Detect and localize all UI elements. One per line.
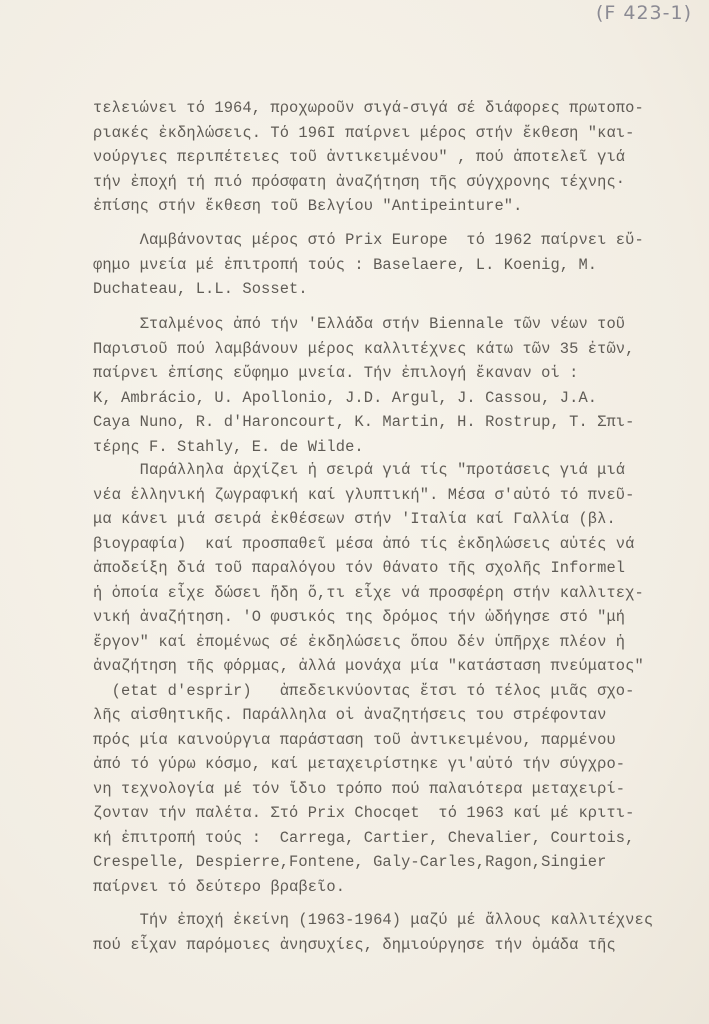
text-line: τελειώνει τό 1964, προχωροῦν σιγά-σιγά σέ διάφορες πρωτοπο- [93, 99, 644, 117]
text-line: Duchateau, L.L. Sosset. [93, 280, 308, 298]
text-line: μα κάνει μιά σειρά ἐκθέσεων στήν 'Ιταλία καί Γαλλία (βλ. [93, 510, 616, 528]
text-line: ἀναζήτηση τῆς φόρμας, ἀλλά μονάχα μία "κατάσταση πνεύματος" [93, 657, 644, 675]
archive-reference-annotation: (F 423-1) [596, 2, 693, 24]
text-line: ριακές ἐκδηλώσεις. Τό 196Ι παίρνει μέρος στήν ἔκθεση "και- [93, 123, 635, 142]
text-line: K, Ambrácio, U. Apollonio, J.D. Argul, J. Cassou, J.A. [93, 388, 598, 407]
text-line: παίρνει ἐπίσης εὔφημο μνεία. Τήν ἐπιλογή ἔκαναν οἱ : [93, 364, 579, 382]
text-line: βιογραφία) καί προσπαθεῖ μέσα ἀπό τίς ἐκδηλώσεις αὐτές νά [93, 534, 635, 553]
text-line: λῆς αἰσθητικῆς. Παράλληλα οἱ ἀναζητήσεις του στρέφονταν [93, 706, 607, 724]
text-line: ἀποδείξη διά τοῦ παραλόγου τόν θάνατο τῆς σχολῆς Informel [93, 559, 626, 577]
text-line: Λαμβάνοντας μέρος στό Prix Europe τό 1962 παίρνει εὔ- [93, 231, 644, 249]
text-line: ἔργον" καί ἐπομένως σέ ἐκδηλώσεις ὅπου δέν ὑπῆρχε πλέον ἡ [93, 632, 626, 651]
text-line: Τήν ἐποχή ἐκείνη (1963-1964) μαζύ μέ ἄλλους καλλιτέχνες [93, 911, 654, 929]
text-line: πού εἶχαν παρόμοιες ἀνησυχίες, δημιούργησε τήν ὁμάδα τῆς [93, 935, 616, 954]
text-line: νούργιες περιπέτειες τοῦ ἀντικειμένου" , πού ἀποτελεῖ γιά [93, 148, 626, 166]
text-line: Caya Nuno, R. d'Haroncourt, K. Martin, H. Rostrup, T. Σπι- [93, 413, 635, 431]
text-line: νέα ἑλληνική ζωγραφική καί γλυπτική". Μέσα σ'αὐτό τό πνεῦ- [93, 485, 635, 504]
text-line: Crespelle, Despierre,Fontene, Galy-Carles,Ragon,Singier [93, 853, 607, 871]
text-line: πρός μία καινούργια παράσταση τοῦ ἀντικειμένου, παρμένου [93, 730, 616, 749]
text-line: Σταλμένος ἀπό τήν 'Ελλάδα στήν Biennale τῶν νέων τοῦ [93, 315, 626, 333]
text-line: κή ἐπιτροπή τούς : Carrega, Cartier, Chevalier, Courtois, [93, 828, 635, 847]
text-line: φημο μνεία μέ ἐπιτροπή τούς : Baselaere, L. Koenig, M. [93, 255, 598, 274]
text-line: Παράλληλα ἀρχίζει ἡ σειρά γιά τίς "προτάσεις γιά μιά [93, 461, 626, 479]
text-line: νη τεχνολογία μέ τόν ἴδιο τρόπο πού παλαιότερα μεταχειρί- [93, 779, 626, 798]
text-line: παίρνει τό δεύτερο βραβεῖο. [93, 877, 346, 896]
text-line: ἡ ὁποία εἶχε δώσει ἤδη ὅ,τι εἶχε νά προσφέρη στήν καλλιτεχ- [93, 583, 644, 602]
text-line: ἀπό τό γύρω κόσμο, καί μεταχειρίστηκε γι'αὐτό τήν σύγχρο- [93, 755, 626, 773]
text-line: τέρης F. Stahly, E. de Wilde. [93, 437, 364, 456]
text-line: (etat d'esprir) ἀπεδεικνύοντας ἔτσι τό τέλος μιᾶς σχο- [93, 681, 635, 700]
text-line: Παρισιοῦ πού λαμβάνουν μέρος καλλιτέχνες κάτω τῶν 35 ἐτῶν, [93, 339, 635, 358]
text-line: ἐπίσης στήν ἔκθεση τοῦ Βελγίου "Antipeinture". [93, 197, 523, 215]
text-line: νική ἀναζήτηση. 'Ο φυσικός της δρόμος τήν ὠδήγησε στό "μή [93, 608, 626, 626]
text-line: ζονταν τήν παλέτα. Στό Prix Chocqet τό 1963 καί μέ κριτι- [93, 804, 635, 822]
text-line: τήν ἐποχή τή πιό πρόσφατη ἀναζήτηση τῆς σύγχρονης τέχνης· [93, 172, 626, 191]
